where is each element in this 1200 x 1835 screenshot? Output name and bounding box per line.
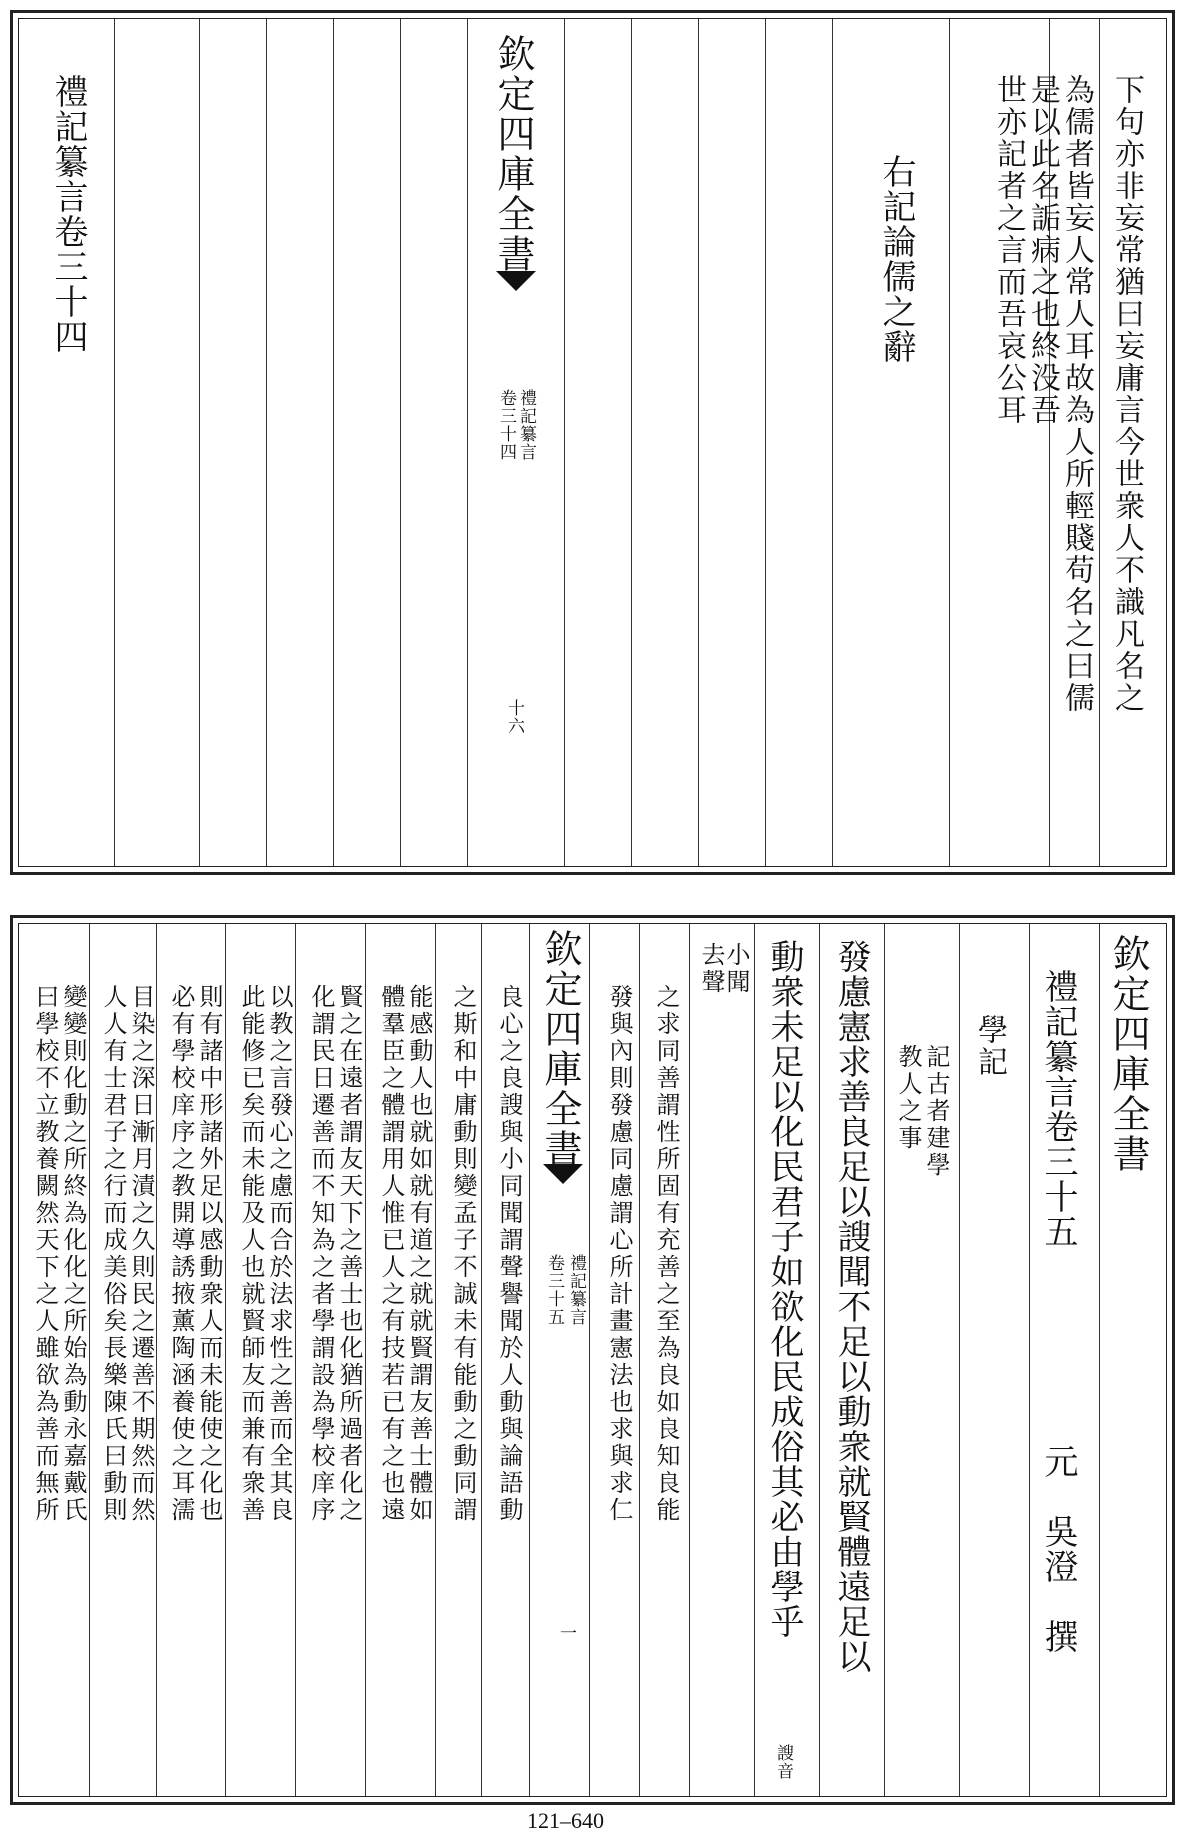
commentary-column: 能感動人也就如就有道之就就賢謂友善士體如 — [405, 984, 433, 1524]
column-rule — [225, 924, 226, 1796]
book-title: 欽定四庫全書 — [538, 929, 582, 1169]
chapter-note-1: 記古者建學 — [922, 1044, 950, 1179]
commentary-column: 化謂民日遷善而不知為之者學謂設為學校庠序 — [307, 984, 335, 1524]
page-header: 欽定四庫全書 — [1106, 934, 1150, 1174]
main-text-2: 動衆未足以化民君子如欲化民成俗其必由學乎 — [764, 939, 804, 1639]
column-rule — [156, 924, 157, 1796]
column-rule — [1099, 924, 1100, 1796]
column-rule — [400, 19, 401, 866]
column-rule — [754, 924, 755, 1796]
column-rule — [884, 924, 885, 1796]
commentary-column: 則有諸中形諸外足以感動衆人而未能使之化也 — [195, 984, 223, 1524]
text-column-3: 是以此名詬病之也終没吾 — [1025, 74, 1060, 426]
fold-sub-title: 禮記纂言 — [566, 1254, 586, 1326]
column-rule — [114, 19, 115, 866]
folio-number: 十六 — [504, 699, 524, 735]
column-rule — [529, 924, 530, 1796]
fishtail-mark — [496, 271, 536, 293]
text-column-4: 世亦記者之言而吾哀公耳 — [991, 74, 1026, 426]
small-note-1: 小聞 — [722, 942, 750, 996]
volume-title: 禮記纂言卷三十五 — [1038, 969, 1078, 1249]
commentary-column: 之斯和中庸動則變孟子不誠未有能動之動同謂 — [449, 984, 477, 1524]
text-column-2: 為儒者皆妄人常人耳故為人所輕賤苟名之曰儒 — [1059, 74, 1094, 714]
commentary-column: 體羣臣之體謂用人惟已人之有技若已有之也遠 — [377, 984, 405, 1524]
section-heading: 右記論儒之辭 — [876, 154, 916, 364]
commentary-column: 良心之良謏與小同聞謂聲譽聞於人動與論語動 — [495, 984, 523, 1524]
bottom-page — [10, 915, 1175, 1805]
fishtail-mark — [543, 1164, 583, 1186]
page-number: 121–640 — [527, 1808, 604, 1833]
commentary-column: 變變則化動之所終為化化之所始為動永嘉戴氏 — [59, 984, 87, 1524]
main-text-1: 發慮憲求善良足以謏聞不足以動衆就賢體遠足以 — [831, 939, 871, 1674]
commentary-column: 必有學校庠序之教開導誘掖薰陶涵養使之耳濡 — [167, 984, 195, 1524]
main-text-2-note: 謏音 — [773, 1744, 793, 1780]
commentary-column: 人人有士君子之行而成美俗矣長樂陳氏曰動則 — [99, 984, 127, 1524]
column-rule — [365, 924, 366, 1796]
column-rule — [832, 19, 833, 866]
fold-sub-title: 禮記纂言 — [516, 389, 536, 461]
commentary-column: 目染之深日漸月漬之久則民之遷善不期然而然 — [127, 984, 155, 1524]
column-rule — [481, 924, 482, 1796]
column-rule — [631, 19, 632, 866]
commentary-column: 以教之言發心之慮而合於法求性之善而全其良 — [265, 984, 293, 1524]
folio-number: 一 — [556, 1624, 576, 1642]
column-rule — [689, 924, 690, 1796]
column-rule — [266, 19, 267, 866]
chapter-title: 學記 — [972, 1014, 1007, 1078]
fold-volume: 卷三十五 — [544, 1254, 564, 1326]
author-line: 元 吳澄 撰 — [1038, 1444, 1078, 1654]
column-rule — [564, 19, 565, 866]
commentary-column: 之求同善謂性所固有充善之至為良如良知良能 — [652, 984, 680, 1524]
column-rule — [765, 19, 766, 866]
small-note-2: 去聲 — [697, 942, 725, 996]
top-page — [10, 10, 1175, 875]
column-rule — [199, 19, 200, 866]
column-rule — [1099, 19, 1100, 866]
column-rule — [333, 19, 334, 866]
bottom-page-frame — [18, 923, 1167, 1797]
end-title: 禮記纂言卷三十四 — [48, 74, 88, 354]
column-rule — [949, 19, 950, 866]
column-rule — [639, 924, 640, 1796]
commentary-column: 此能修已矣而未能及人也就賢師友而兼有衆善 — [237, 984, 265, 1524]
column-rule — [435, 924, 436, 1796]
commentary-column: 賢之在遠者謂友天下之善士也化猶所過者化之 — [335, 984, 363, 1524]
commentary-column: 發與內則發慮同慮謂心所計畫憲法也求與求仁 — [605, 984, 633, 1524]
column-rule — [698, 19, 699, 866]
fold-volume: 卷三十四 — [496, 389, 516, 461]
chapter-note-2: 教人之事 — [894, 1044, 922, 1152]
book-title: 欽定四庫全書 — [491, 34, 535, 274]
column-rule — [89, 924, 90, 1796]
text-column-1: 下句亦非妄常猶曰妄庸言今世衆人不識凡名之 — [1109, 74, 1144, 714]
column-rule — [959, 924, 960, 1796]
commentary-column: 曰學校不立教養闕然天下之人雖欲為善而無所 — [31, 984, 59, 1524]
column-rule — [467, 19, 468, 866]
column-rule — [819, 924, 820, 1796]
column-rule — [1029, 924, 1030, 1796]
top-page-frame — [18, 18, 1167, 867]
column-rule — [295, 924, 296, 1796]
column-rule — [589, 924, 590, 1796]
